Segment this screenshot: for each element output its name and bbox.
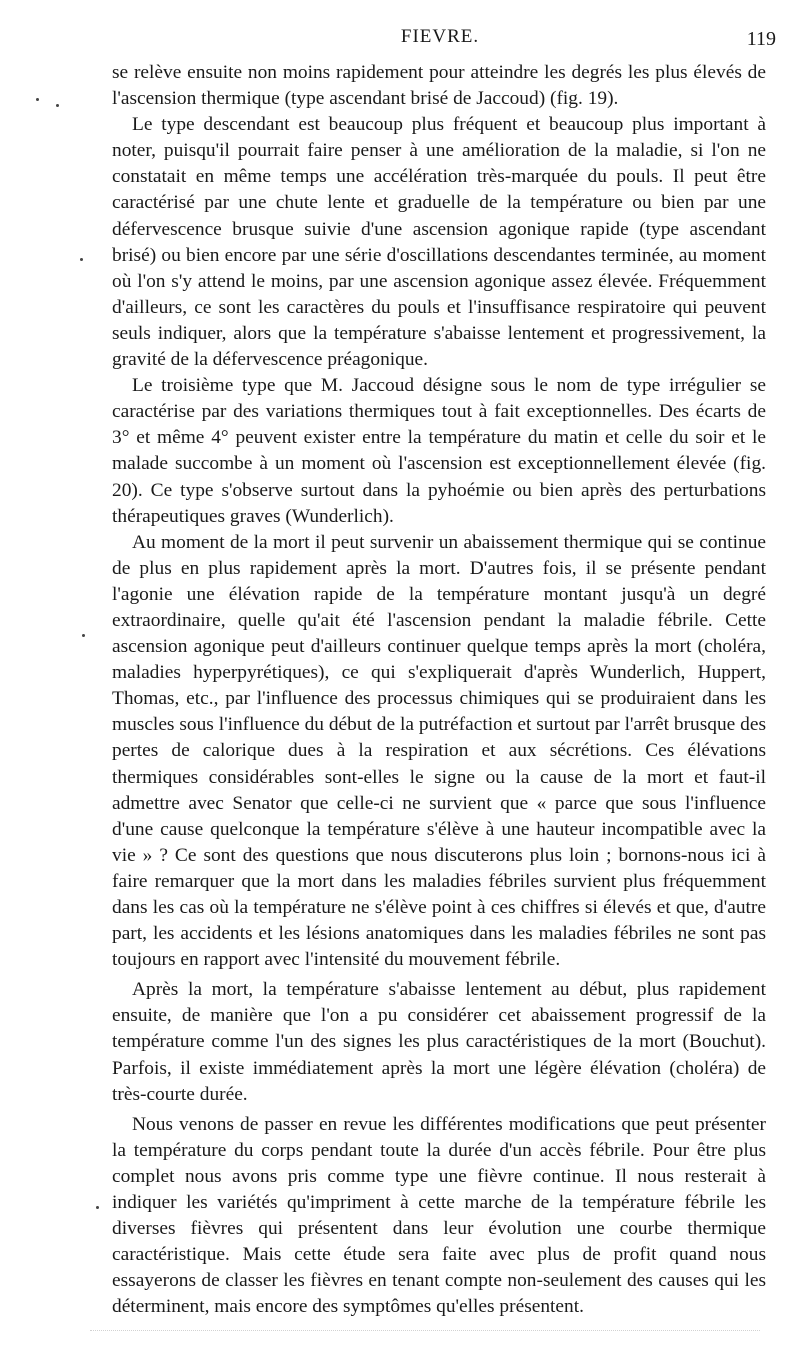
margin-speck: [82, 634, 85, 637]
running-head: [110, 26, 776, 52]
margin-speck: [96, 1206, 99, 1209]
bottom-smudge: [90, 1330, 760, 1333]
paragraph-type-irregulier: Le troisième type que M. Jaccoud désigne sous le nom de type irrégulier se caractérise par des variations thermiques tout à fait exceptionnelles. Des écarts de 3° et même 4° peuvent exister entre la température du matin et celle du soir et le malade succombe à un moment où l'ascension est exceptionnellement élevée (fig. 20). Ce type s'observe surtout dans la pyhoémie ou bien après des perturbations thérapeutiques graves (Wunderlich).: [112, 375, 766, 527]
margin-speck: [56, 104, 59, 107]
paragraph-moment-de-la-mort: Au moment de la mort il peut survenir un abaissement thermique qui se continue de plus en plus rapidement après la mort. D'autres fois, il se présente pendant l'agonie une élévation rapide de la température montant jusqu'à un degré extraordinaire, quelle qu'ait été l'ascension pendant la maladie fébrile. Cette ascension agonique peut d'ailleurs continuer quelque temps après la mort (choléra, maladies hyperpyrétiques), ce qui s'expliquerait d'après Wunderlich, Huppert, Thomas, etc., par l'influence des processus chimiques qui se produiraient dans les muscles sous l'influence du début de la putréfaction et surtout par l'arrêt brusque des pertes de calorique dues à la respiration et aux sécrétions. Ces élévations thermiques considérables sont-elles le signe ou la cause de la mort et faut-il admettre avec Senator que celle-ci ne survient que « parce que sous l'influence d'une cause quelconque la température s'élève à une hauteur incompatible avec la vie » ? Ce sont des questions que nous discuterons plus loin ; bornons-nous ici à faire remarquer que la mort dans les maladies fébriles survient plus fréquemment dans les cas où la température ne s'élève point à ces chiffres si élevés et que, d'autre part, les accidents et les lésions anatomiques dans les maladies fébriles ne sont pas toujours en rapport avec l'intensité du mouvement fébrile.: [112, 531, 766, 971]
body-text: [112, 60, 766, 1321]
margin-speck: [36, 98, 39, 101]
paragraph-conclusion: Nous venons de passer en revue les différentes modifications que peut présenter la température du corps pendant toute la durée d'un accès fébrile. Pour être plus complet nous avons pris comme type une fièvre continue. Il nous resterait à indiquer les variétés qu'impriment à cette marche de la température fébrile les diverses fièvres qui présentent dans leur évolution une courbe thermique caractéristique. Mais cette étude sera faite avec plus de profit quand nous essayerons de classer les fièvres en tenant compte non-seulement des causes qui les déterminent, mais encore des symptômes qu'elles présentent.: [112, 1113, 766, 1318]
paragraph-type-descendant: Le type descendant est beaucoup plus fréquent et beaucoup plus important à noter, puisqu'il pourrait faire penser à une amélioration de la maladie, si l'on ne constatait en même temps une accélération très-marquée du pouls. Il peut être caractérisé par une chute lente et graduelle de la température ou bien par une défervescence brusque suivie d'une ascension agonique rapide (type ascendant brisé) ou bien encore par une série d'oscillations descendantes terminée, au moment où l'on s'y attend le moins, par une ascension agonique assez élevée. Fréquemment d'ailleurs, ce sont les caractères du pouls et l'insuffisance respiratoire qui peuvent seuls indiquer, alors que la température s'abaisse lentement et progressivement, la gravité de la défervescence préagonique.: [112, 114, 766, 371]
running-title: FIEVRE.: [400, 26, 480, 47]
paragraph-continuation: se relève ensuite non moins rapidement pour atteindre les degrés les plus élevés de l'ascension thermique (type ascendant brisé de Jaccoud) (fig. 19).: [112, 62, 766, 110]
page-number: 119: [746, 28, 776, 50]
margin-speck: [80, 258, 83, 261]
paragraph-apres-la-mort: Après la mort, la température s'abaisse lentement au début, plus rapidement ensuite, de manière que l'on a pu considérer cet abaissement progressif de la température comme l'un des signes les plus caractéristiques de la mort (Bouchut). Parfois, il existe immédiatement après la mort une légère élévation (choléra) de très-courte durée.: [112, 979, 766, 1105]
